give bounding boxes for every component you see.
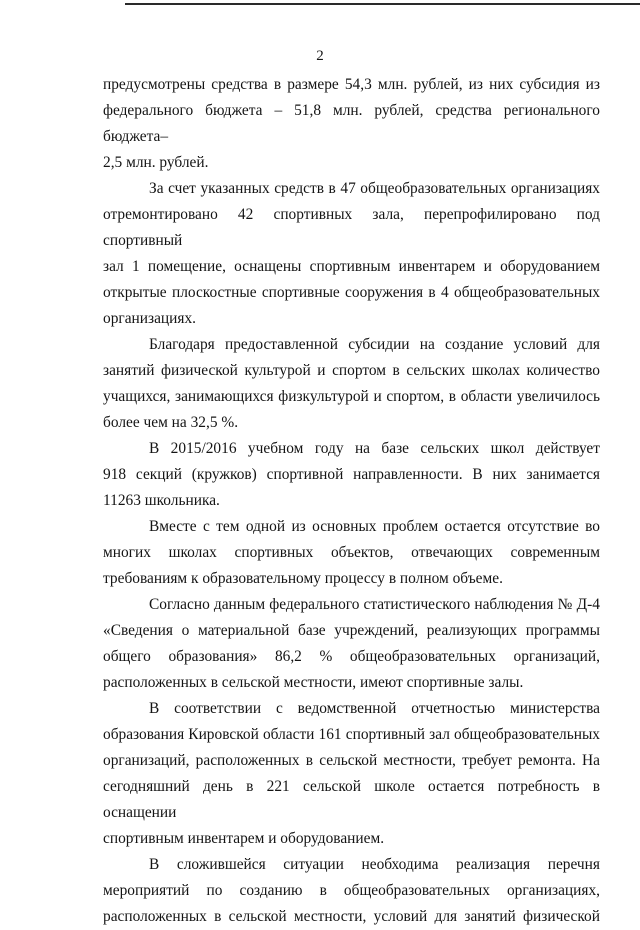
paragraph <box>103 696 600 852</box>
text-line: Согласно данным федерального статистического наблюдения № Д-4 <box>149 596 600 613</box>
top-border-line <box>125 3 640 5</box>
text-line: открытые плоскостные спортивные сооружения в 4 общеобразовательных <box>103 284 600 301</box>
text-line: образования Кировской области 161 спортивный зал общеобразовательных <box>103 726 600 743</box>
text-line: сегодняшний день в 221 сельской школе остается потребность в оснащении <box>103 778 600 821</box>
text-line: 11263 школьника. <box>103 492 220 509</box>
text-line: За счет указанных средств в 47 общеобразовательных организациях <box>149 180 600 197</box>
text-line: организациях. <box>103 310 197 327</box>
paragraph <box>103 514 600 592</box>
text-line: учащихся, занимающихся физкультурой и спортом, в области увеличилось <box>103 388 600 405</box>
text-line: предусмотрены средства в размере 54,3 млн. рублей, из них субсидия из <box>103 76 600 93</box>
text-line: многих школах спортивных объектов, отвечающих современным <box>103 544 600 561</box>
page-number: 2 <box>316 48 324 64</box>
text-line: Вместе с тем одной из основных проблем остается отсутствие во <box>149 518 600 535</box>
text-line: расположенных в сельской местности, условий для занятий физической <box>103 908 600 925</box>
paragraph <box>103 852 600 930</box>
document-body <box>103 72 600 930</box>
paragraph <box>103 176 600 332</box>
text-line: Благодаря предоставленной субсидии на создание условий для <box>149 336 600 353</box>
text-line: общего образования» 86,2 % общеобразовательных организаций, <box>103 648 600 665</box>
text-line: В сложившейся ситуации необходима реализация перечня <box>149 856 600 873</box>
text-line: требованиям к образовательному процессу в полном объеме. <box>103 570 503 587</box>
text-line: более чем на 32,5 %. <box>103 414 239 431</box>
text-line: занятий физической культурой и спортом в сельских школах количество <box>103 362 600 379</box>
text-line: «Сведения о материальной базе учреждений, реализующих программы <box>103 622 600 639</box>
text-line: отремонтировано 42 спортивных зала, перепрофилировано под спортивный <box>103 206 600 249</box>
text-line: 2,5 млн. рублей. <box>103 154 209 171</box>
text-line: 918 секций (кружков) спортивной направленности. В них занимается <box>103 466 600 483</box>
text-line: В соответствии с ведомственной отчетностью министерства <box>149 700 600 717</box>
text-line: В 2015/2016 учебном году на базе сельских школ действует <box>149 440 600 457</box>
text-line: зал 1 помещение, оснащены спортивным инвентарем и оборудованием <box>103 258 600 275</box>
paragraph <box>103 436 600 514</box>
text-line: спортивным инвентарем и оборудованием. <box>103 830 385 847</box>
text-line: организаций, расположенных в сельской местности, требует ремонта. На <box>103 752 600 769</box>
text-line: федерального бюджета – 51,8 млн. рублей, средства регионального бюджета– <box>103 102 600 145</box>
paragraph <box>103 72 600 176</box>
paragraph <box>103 332 600 436</box>
paragraph <box>103 592 600 696</box>
text-line: мероприятий по созданию в общеобразовательных организациях, <box>103 882 600 899</box>
text-line: расположенных в сельской местности, имеют спортивные залы. <box>103 674 524 691</box>
